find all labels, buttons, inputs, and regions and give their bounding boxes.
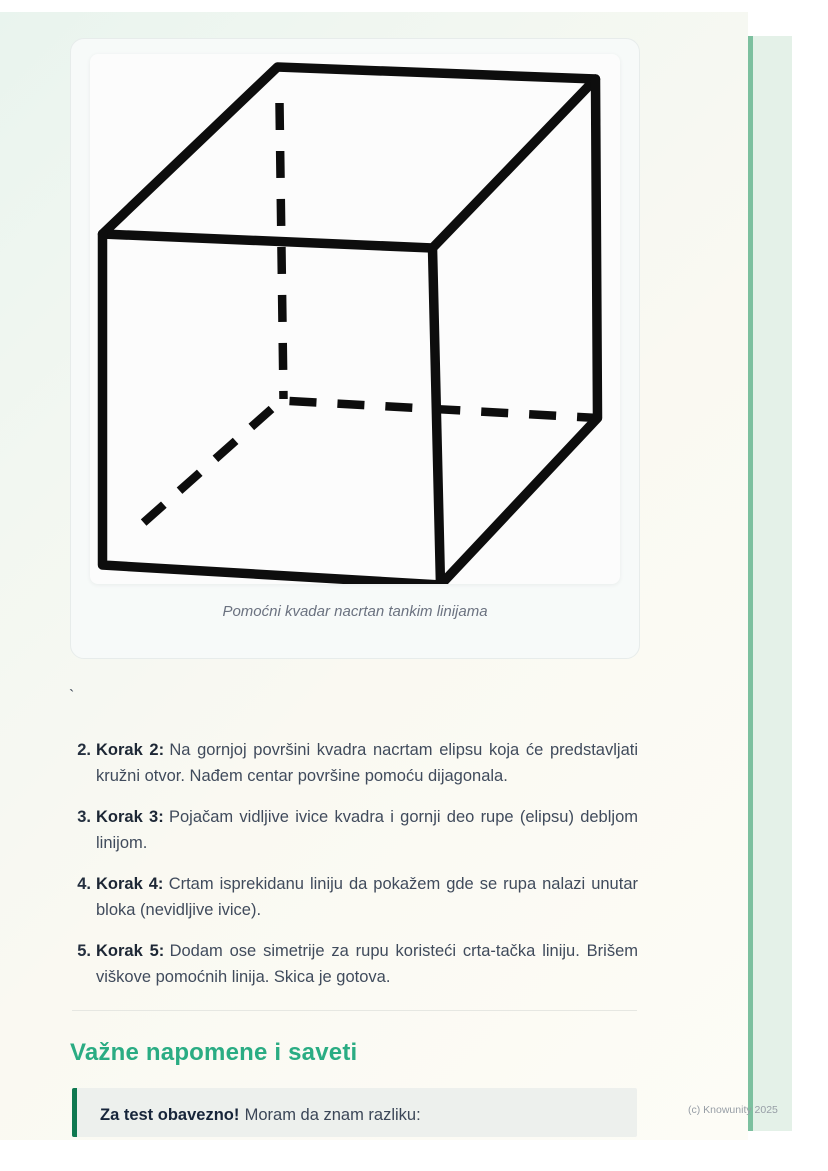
cuboid-sketch-svg bbox=[90, 54, 620, 584]
list-item-korak-3 bbox=[72, 804, 638, 856]
step-title: Korak 2: bbox=[96, 741, 165, 759]
list-item-korak-5 bbox=[72, 938, 638, 990]
top-face bbox=[103, 67, 596, 248]
step-title: Korak 4: bbox=[96, 875, 164, 893]
figure-caption: Pomoćni kvadar nacrtan tankim linijama bbox=[222, 603, 488, 620]
list-marker: 5. bbox=[77, 942, 91, 960]
step-text: Crtam isprekidanu liniju da pokažem gde se rupa nalazi unutar bloka (nevidljive ivice). bbox=[96, 875, 638, 919]
section-divider bbox=[72, 1010, 637, 1011]
list-marker: 3. bbox=[77, 808, 91, 826]
hidden-edge-vertical bbox=[280, 103, 284, 399]
list-marker: 4. bbox=[77, 875, 91, 893]
list-marker: 2. bbox=[77, 741, 91, 759]
callout-box bbox=[72, 1088, 637, 1137]
step-title: Korak 3: bbox=[96, 808, 164, 826]
list-item-korak-2 bbox=[72, 737, 638, 789]
cuboid-figure-image bbox=[90, 54, 620, 584]
copyright-watermark: (c) Knowunity 2025 bbox=[688, 1104, 778, 1116]
figure-card bbox=[70, 38, 640, 659]
hidden-edge-horizontal bbox=[290, 401, 598, 418]
callout-body: Moram da znam razliku: bbox=[244, 1105, 421, 1124]
callout-title: Za test obavezno! bbox=[100, 1105, 240, 1124]
callout-text bbox=[100, 1103, 421, 1127]
step-text: Na gornjoj površini kvadra nacrtam elipsu koja će predstavljati kružni otvor. Nađem centar površine pomoću dijagonala. bbox=[96, 741, 638, 785]
list-item-korak-4 bbox=[72, 871, 638, 923]
hidden-edge-diagonal bbox=[129, 409, 272, 536]
scroll-rail[interactable] bbox=[748, 36, 792, 1131]
step-text: Dodam ose simetrije za rupu koristeći crta-tačka liniju. Brišem viškove pomoćnih linija. Skica je gotova. bbox=[96, 942, 639, 986]
section-heading: Važne napomene i saveti bbox=[70, 1039, 358, 1066]
step-title: Korak 5: bbox=[96, 942, 165, 960]
stray-backtick: ` bbox=[69, 688, 75, 705]
step-text: Pojačam vidljive ivice kvadra i gornji deo rupe (elipsu) debljom linijom. bbox=[96, 808, 638, 852]
